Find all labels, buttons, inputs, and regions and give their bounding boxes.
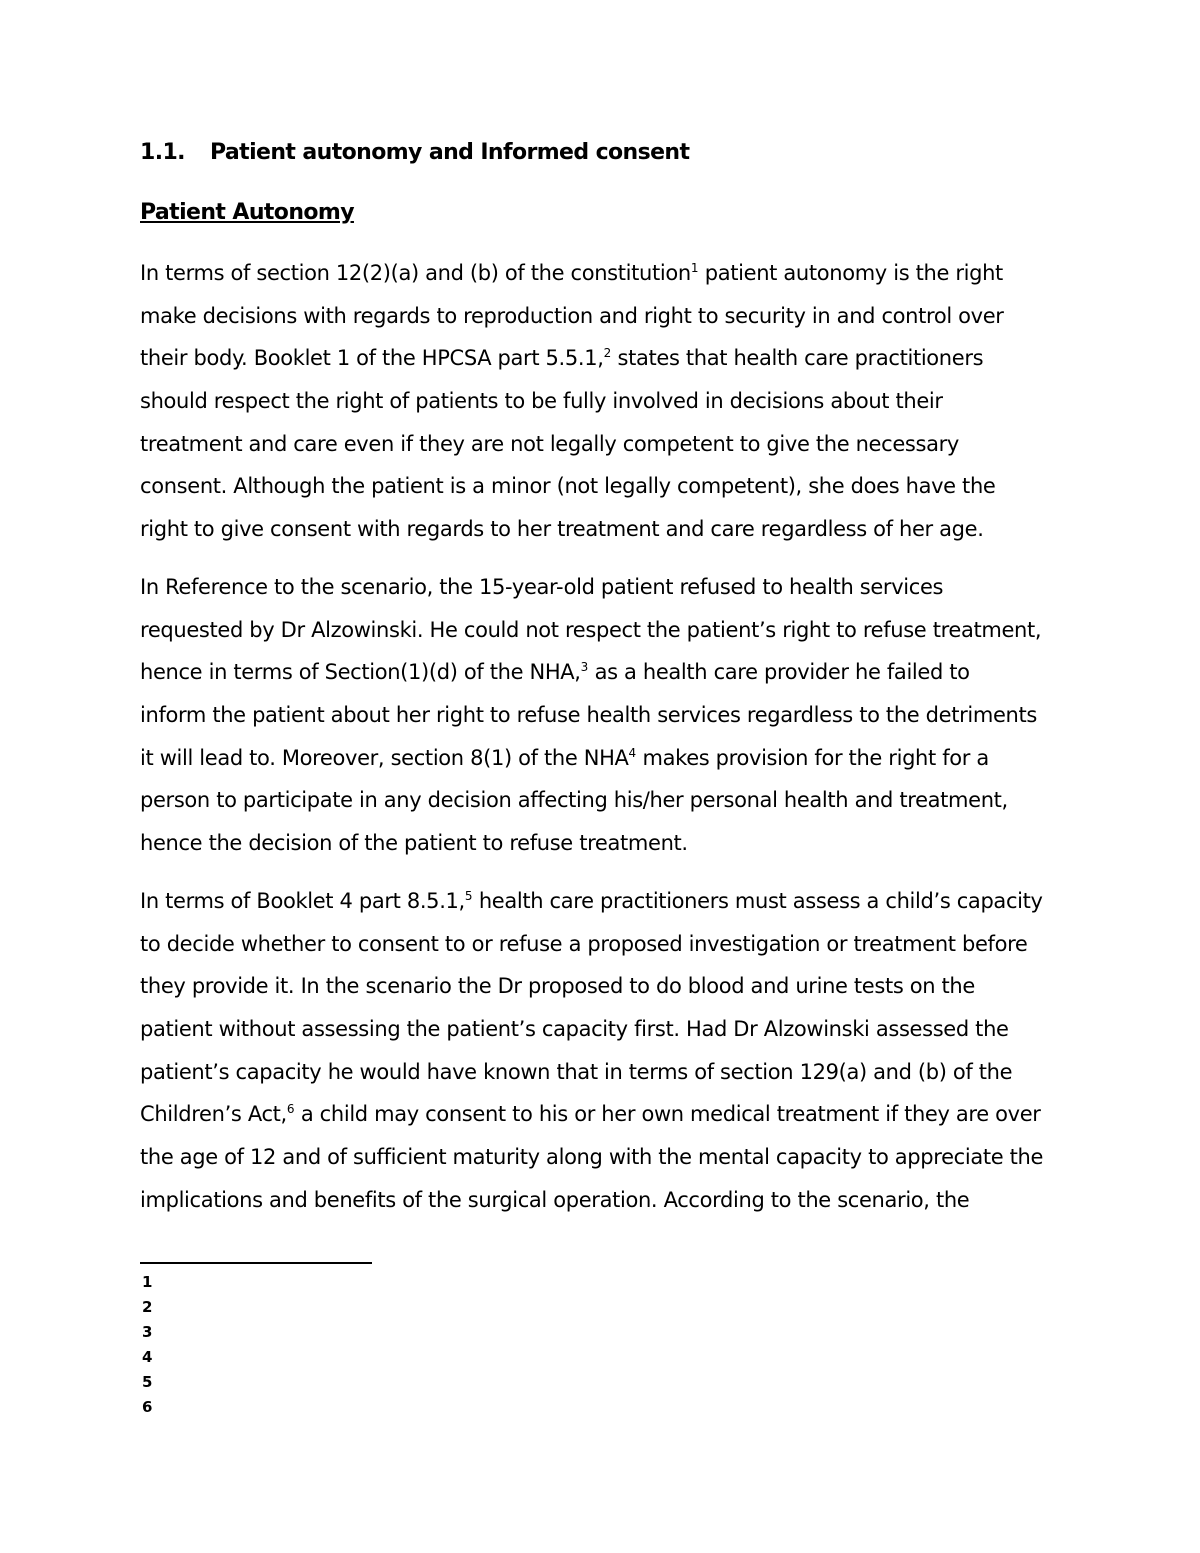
text-line xyxy=(140,1179,1080,1222)
text-run: treatment and care even if they are not legally competent to give the necessary xyxy=(140,431,959,456)
text-run: person to participate in any decision affecting his/her personal health and treatment, xyxy=(140,788,1008,813)
footnote-number: 4 xyxy=(142,1348,153,1366)
text-run: their body. Booklet 1 of the HPCSA part 5.5.1, xyxy=(140,346,604,371)
text-run: the age of 12 and of sufficient maturity along with the mental capacity to appreciate the xyxy=(140,1145,1044,1170)
section-number: 1.1. xyxy=(140,140,185,165)
footnote-reference: 5 xyxy=(464,889,473,903)
text-line xyxy=(140,694,1080,737)
text-line xyxy=(140,1051,1080,1094)
footnote-number: 6 xyxy=(142,1398,153,1416)
text-run: as a health care provider he failed to xyxy=(588,660,970,685)
text-line xyxy=(140,252,1080,295)
text-run: make decisions with regards to reproduction and right to security in and control over xyxy=(140,303,1004,328)
footnote-reference: 4 xyxy=(628,745,637,760)
text-line xyxy=(140,1136,1080,1179)
text-run: health care practitioners must assess a child’s capacity xyxy=(472,889,1043,913)
text-run: hence the decision of the patient to refuse treatment. xyxy=(140,831,688,856)
text-line xyxy=(140,566,1080,609)
text-run: implications and benefits of the surgical operation. According to the scenario, the xyxy=(140,1187,970,1212)
footnote-separator xyxy=(140,1262,372,1264)
text-run: inform the patient about her right to refuse health services regardless to the detriments xyxy=(140,703,1037,728)
text-run: it will lead to. Moreover, section 8(1) of the NHA xyxy=(140,745,629,770)
section-title: Patient autonomy and Informed consent xyxy=(210,140,690,165)
text-line xyxy=(140,295,1080,338)
text-run: requested by Dr Alzowinski. He could not respect the patient’s right to refuse treatment, xyxy=(140,617,1042,642)
footnote-number: 5 xyxy=(142,1373,153,1391)
text-run: In Reference to the scenario, the 15-year-old patient refused to health services xyxy=(140,575,944,599)
text-line xyxy=(140,337,1080,380)
footnotes xyxy=(142,1270,152,1420)
text-run: states that health care practitioners xyxy=(611,346,984,371)
text-run: patient’s capacity he would have known that in terms of section 129(a) and (b) of the xyxy=(140,1059,1013,1084)
text-line xyxy=(140,609,1080,652)
text-line xyxy=(140,779,1080,822)
text-run: Children’s Act, xyxy=(140,1102,287,1127)
text-line xyxy=(140,465,1080,508)
text-line xyxy=(140,508,1080,551)
footnote-reference: 2 xyxy=(603,346,612,361)
text-run: makes provision for the right for a xyxy=(636,745,989,770)
footnote-number: 1 xyxy=(142,1273,153,1291)
footnote-reference: 6 xyxy=(286,1102,295,1117)
text-run: they provide it. In the scenario the Dr proposed to do blood and urine tests on the xyxy=(140,974,975,999)
text-line xyxy=(140,1008,1080,1051)
text-line xyxy=(140,737,1080,780)
text-run: a child may consent to his or her own medical treatment if they are over xyxy=(294,1102,1041,1127)
paragraph xyxy=(140,252,1080,551)
text-run: right to give consent with regards to her treatment and care regardless of her age. xyxy=(140,517,984,542)
text-line xyxy=(140,822,1080,865)
paragraph xyxy=(140,566,1080,865)
text-line xyxy=(140,423,1080,466)
text-line xyxy=(140,380,1080,423)
footnote-reference: 3 xyxy=(580,660,589,675)
text-run: patient autonomy is the right xyxy=(698,261,1003,285)
text-line xyxy=(140,880,1080,923)
section-heading xyxy=(140,140,689,165)
text-line xyxy=(140,1093,1080,1136)
text-run: hence in terms of Section(1)(d) of the NHA, xyxy=(140,660,581,685)
text-run: consent. Although the patient is a minor (not legally competent), she does have the xyxy=(140,474,996,499)
subheading: Patient Autonomy xyxy=(140,200,354,225)
text-run: to decide whether to consent to or refuse a proposed investigation or treatment before xyxy=(140,931,1028,956)
text-run: In terms of section 12(2)(a) and (b) of the constitution xyxy=(140,261,691,285)
footnote-number: 3 xyxy=(142,1323,153,1341)
text-run: In terms of Booklet 4 part 8.5.1, xyxy=(140,889,465,913)
text-line xyxy=(140,923,1080,966)
paragraph xyxy=(140,880,1080,1222)
text-line xyxy=(140,965,1080,1008)
footnote-reference: 1 xyxy=(690,261,699,275)
text-run: should respect the right of patients to be fully involved in decisions about their xyxy=(140,389,943,414)
text-run: patient without assessing the patient’s capacity first. Had Dr Alzowinski assessed the xyxy=(140,1017,1009,1042)
text-line xyxy=(140,651,1080,694)
footnote-number: 2 xyxy=(142,1298,153,1316)
